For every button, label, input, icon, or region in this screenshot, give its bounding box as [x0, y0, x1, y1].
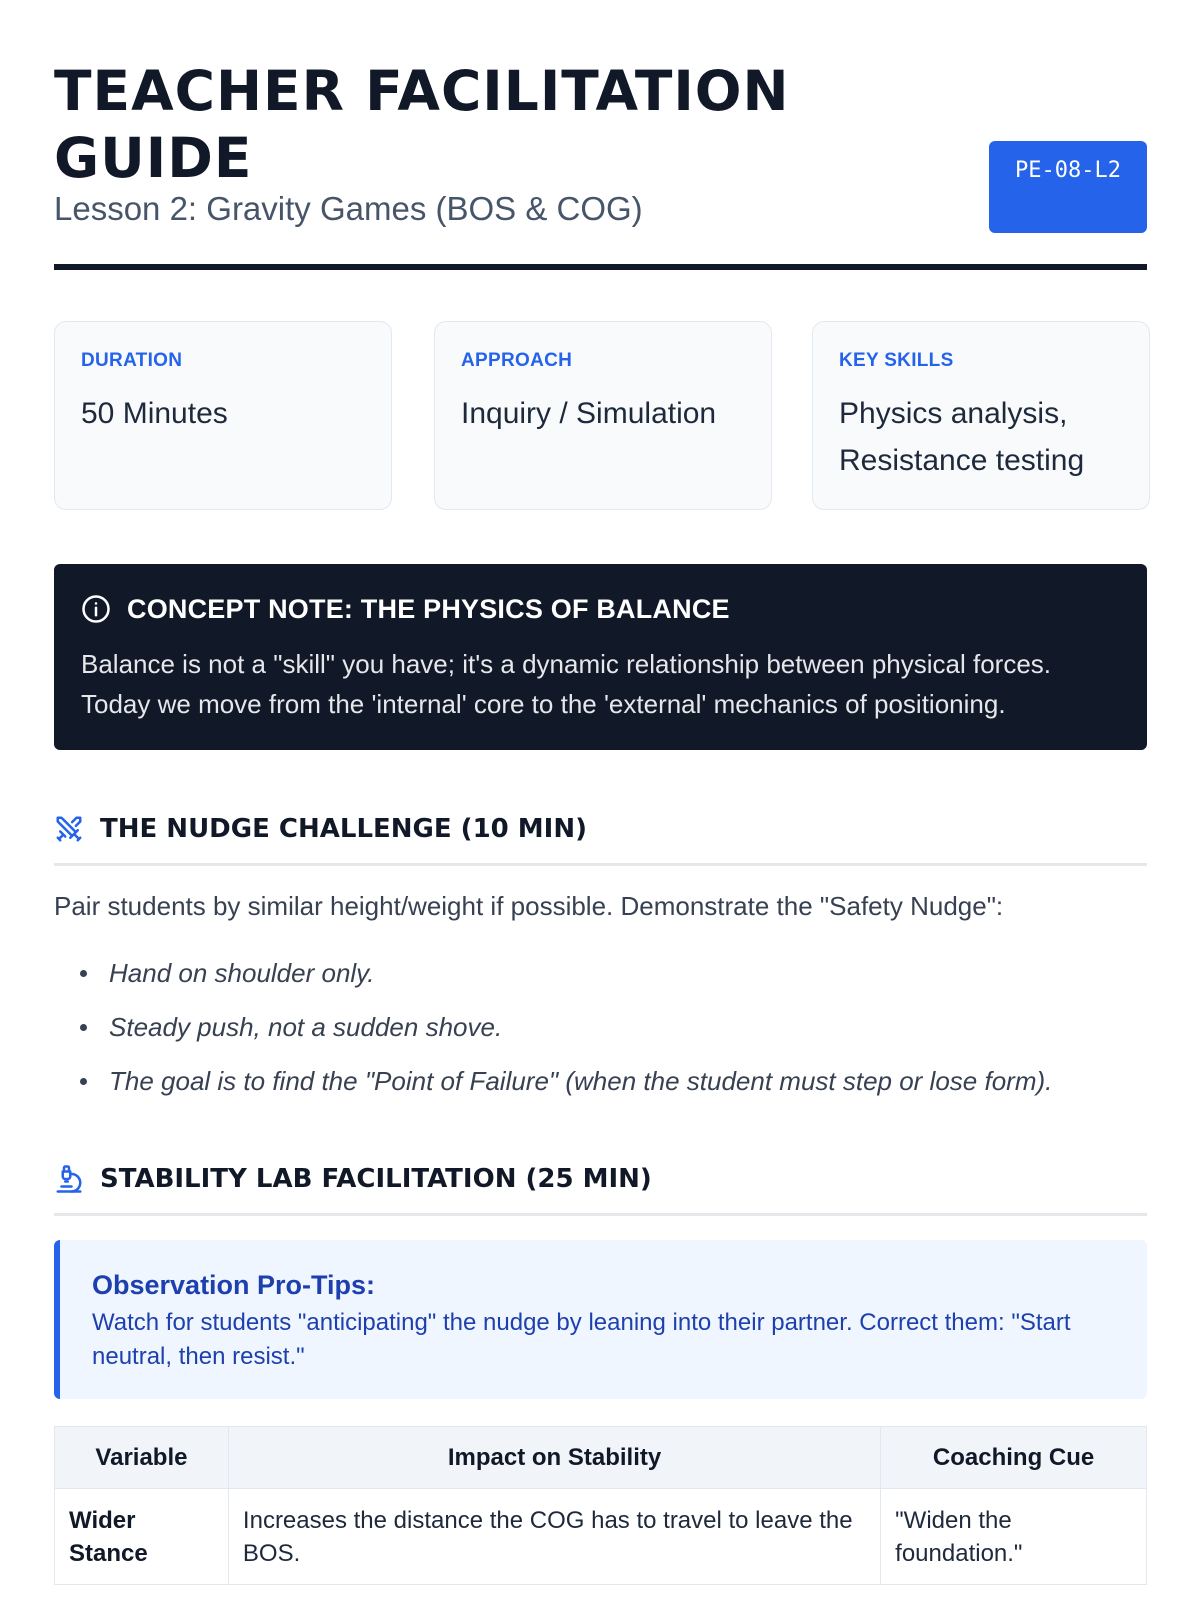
- table-header-row: [55, 1427, 1147, 1489]
- card-value: Physics analysis, Resistance testing: [839, 397, 1085, 477]
- lesson-subtitle: Lesson 2: Gravity Games (BOS & COG): [54, 190, 643, 227]
- list-item: The goal is to find the "Point of Failure" (when the student must step or lose form).: [54, 1063, 1147, 1117]
- crossed-swords-icon: [54, 814, 84, 844]
- card-label: KEY SKILLS: [839, 350, 954, 371]
- observation-tips-callout: [54, 1240, 1147, 1399]
- impact-cell: Increases the distance the COG has to travel to leave the BOS.: [228, 1489, 880, 1585]
- cue-cell: "Widen the foundation.": [881, 1489, 1147, 1585]
- key-skills-card: [812, 321, 1150, 510]
- variable-cell: Wider Stance: [55, 1489, 229, 1585]
- nudge-rules-list: [54, 955, 1147, 1117]
- nudge-section-heading: [54, 812, 1147, 866]
- approach-card: [434, 321, 772, 510]
- section-title: THE NUDGE CHALLENGE (10 MIN): [100, 814, 587, 844]
- lesson-code-badge: PE-08-L2: [989, 141, 1147, 233]
- card-value: Inquiry / Simulation: [461, 397, 717, 430]
- nudge-intro: Pair students by similar height/weight if possible. Demonstrate the "Safety Nudge":: [54, 891, 1004, 921]
- card-label: APPROACH: [461, 350, 573, 371]
- info-icon: [81, 594, 111, 624]
- tips-title: Observation Pro-Tips:: [92, 1270, 376, 1300]
- list-item: Steady push, not a sudden shove.: [54, 1009, 1147, 1063]
- table-row: [55, 1489, 1147, 1585]
- column-header: Variable: [55, 1427, 229, 1489]
- card-value: 50 Minutes: [81, 397, 228, 430]
- concept-note: [54, 564, 1147, 750]
- duration-card: [54, 321, 392, 510]
- microscope-icon: [54, 1164, 84, 1194]
- column-header: Coaching Cue: [881, 1427, 1147, 1489]
- column-header: Impact on Stability: [228, 1427, 880, 1489]
- page-title: TEACHER FACILITATION GUIDE: [54, 59, 790, 190]
- stability-variables-table: [54, 1426, 1147, 1585]
- list-item: Hand on shoulder only.: [54, 955, 1147, 1009]
- card-label: DURATION: [81, 350, 183, 371]
- tips-body: Watch for students "anticipating" the nudge by leaning into their partner. Correct them: "Start neutral, then resist.": [92, 1309, 1071, 1370]
- section-title: STABILITY LAB FACILITATION (25 MIN): [100, 1164, 652, 1194]
- lab-section-heading: [54, 1162, 1147, 1216]
- concept-title: CONCEPT NOTE: THE PHYSICS OF BALANCE: [127, 593, 730, 624]
- page-header: [54, 58, 1147, 270]
- concept-body: Balance is not a "skill" you have; it's a dynamic relationship between physical forces. Today we move from the 'internal' core to the 'external' mechanics of positioning.: [81, 649, 1052, 719]
